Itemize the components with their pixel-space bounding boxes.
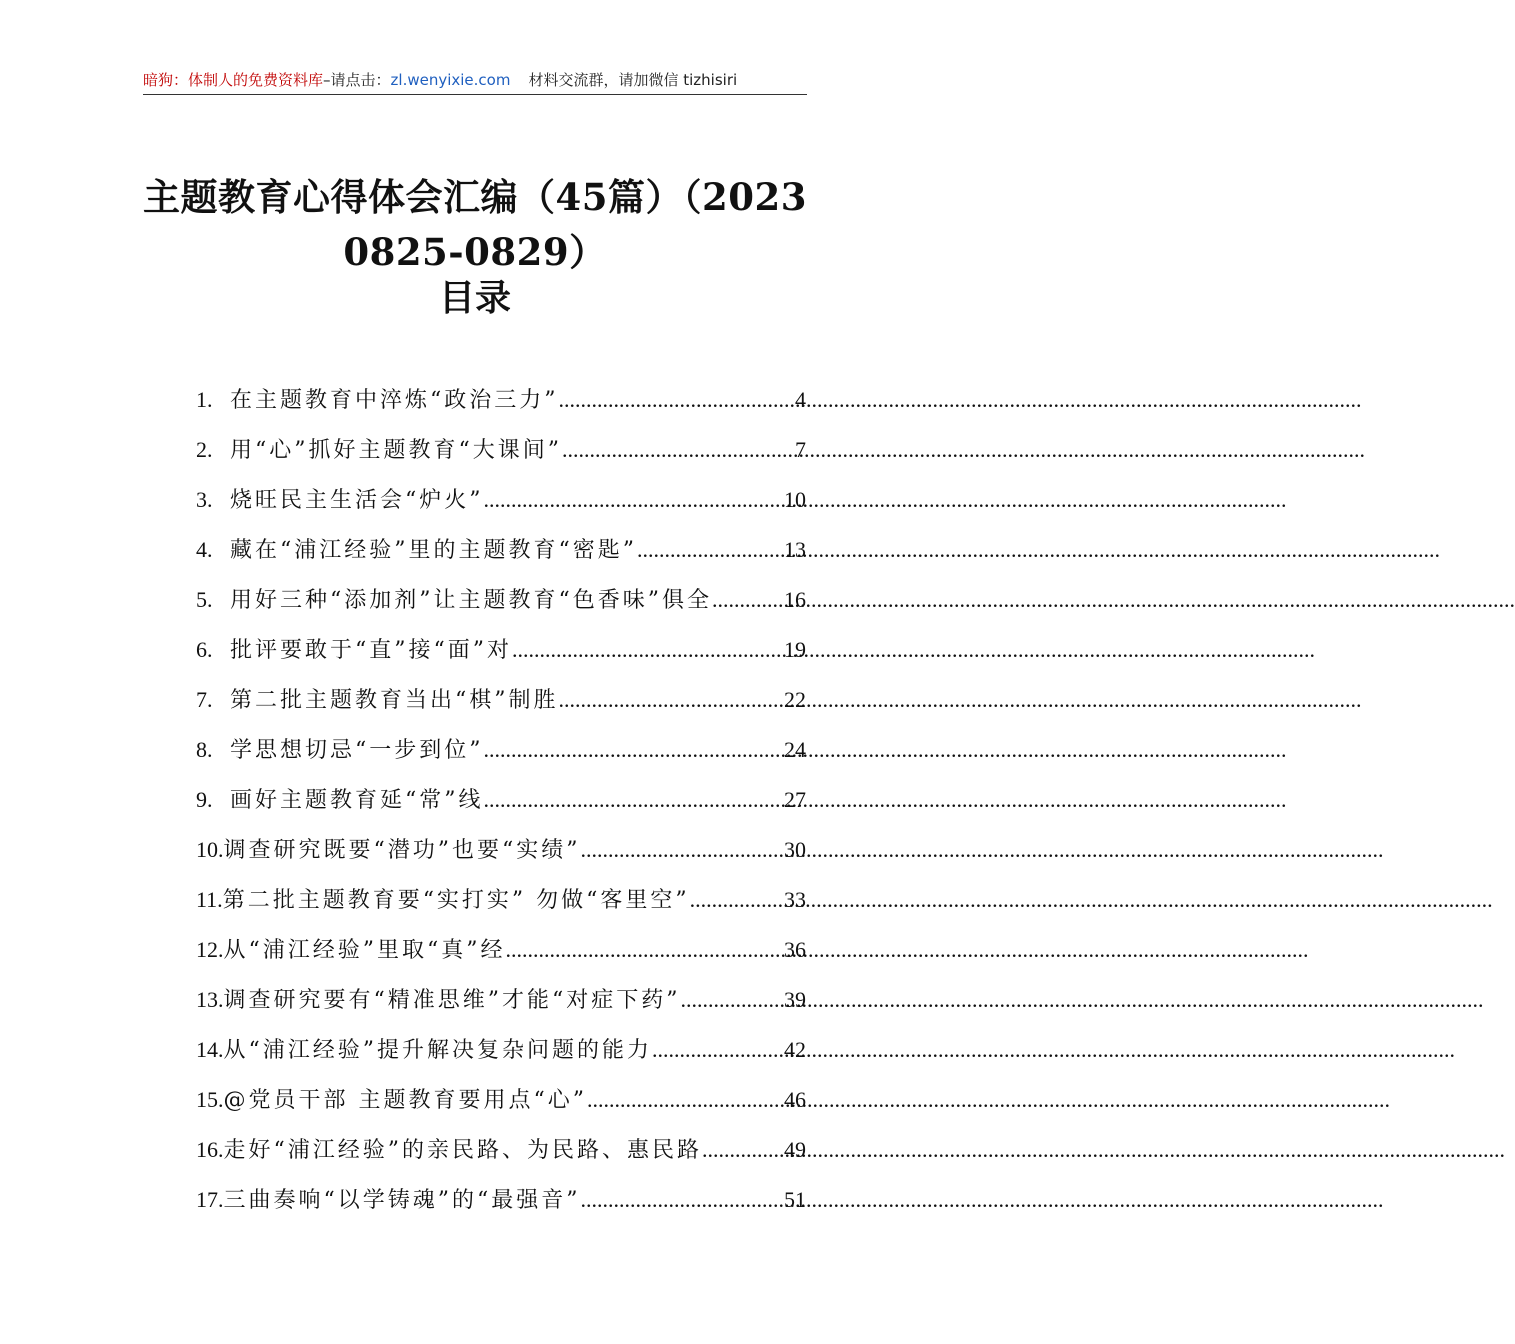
toc-entry[interactable] bbox=[196, 1130, 806, 1180]
toc-entry-number: 1. bbox=[196, 387, 213, 412]
toc-entry-page: 42 bbox=[784, 1037, 806, 1062]
toc-entry[interactable] bbox=[196, 380, 806, 430]
toc-entry-title: @党员干部 主题教育要用点“心” bbox=[223, 1088, 587, 1113]
toc-entry-leader bbox=[559, 380, 796, 420]
toc-entry-title: 第二批主题教育当出“棋”制胜 bbox=[230, 688, 559, 713]
toc-entry-number: 16. bbox=[196, 1137, 224, 1162]
toc-entry[interactable] bbox=[196, 980, 806, 1030]
toc-entry[interactable] bbox=[196, 730, 806, 780]
toc-entry-page: 36 bbox=[784, 937, 806, 962]
toc-entry-number: 4. bbox=[196, 537, 213, 562]
toc-entry[interactable] bbox=[196, 1180, 806, 1230]
toc-entry[interactable] bbox=[196, 530, 806, 580]
toc-entry-page: 46 bbox=[784, 1087, 806, 1112]
toc-entry-number: 8. bbox=[196, 737, 213, 762]
toc-entry-leader bbox=[702, 1130, 784, 1170]
toc-entry-page: 10 bbox=[784, 487, 806, 512]
toc-entry-title: 从“浦江经验”里取“真”经 bbox=[223, 938, 506, 963]
toc-entry-leader bbox=[506, 930, 785, 970]
toc-entry-number: 6. bbox=[196, 637, 213, 662]
toc-entry-number: 9. bbox=[196, 787, 213, 812]
toc-entry[interactable] bbox=[196, 430, 806, 480]
toc-entry-page: 19 bbox=[784, 637, 806, 662]
document-title: 主题教育心得体会汇编（45篇）（20230825-0829） bbox=[143, 175, 807, 274]
toc-entry-leader bbox=[512, 630, 784, 670]
toc-entry-page: 22 bbox=[784, 687, 806, 712]
header-brand: 暗狗：体制人的免费资料库 bbox=[143, 71, 324, 89]
header-contact: 材料交流群，请加微信 tizhisiri bbox=[528, 71, 738, 89]
toc-entry-title: 批评要敢于“直”接“面”对 bbox=[230, 638, 512, 663]
toc-entry[interactable] bbox=[196, 1080, 806, 1130]
toc-entry-page: 49 bbox=[784, 1137, 806, 1162]
toc-entry-leader bbox=[581, 830, 785, 870]
toc-entry-title: 调查研究要有“精准思维”才能“对症下药” bbox=[223, 988, 681, 1013]
header-link[interactable]: zl.wenyixie.com bbox=[390, 71, 511, 89]
toc-entry-leader bbox=[484, 480, 785, 520]
toc-entry-title: 在主题教育中淬炼“政治三力” bbox=[230, 388, 559, 413]
toc-entry-number: 7. bbox=[196, 687, 213, 712]
toc-entry-leader bbox=[562, 430, 795, 470]
toc-entry-page: 33 bbox=[784, 887, 806, 912]
toc-entry-title: 藏在“浦江经验”里的主题教育“密匙” bbox=[230, 538, 637, 563]
toc-entry-title: 用好三种“添加剂”让主题教育“色香味”俱全 bbox=[230, 588, 712, 613]
toc-entry-number: 12. bbox=[196, 937, 224, 962]
toc-entry[interactable] bbox=[196, 1030, 806, 1080]
toc-entry-leader bbox=[652, 1030, 784, 1070]
toc-entry[interactable] bbox=[196, 830, 806, 880]
toc-entry-leader bbox=[587, 1080, 784, 1120]
toc-entry-number: 2. bbox=[196, 437, 213, 462]
toc-entry-title: 画好主题教育延“常”线 bbox=[230, 788, 484, 813]
toc-entry-leader bbox=[690, 880, 784, 920]
toc-entry-leader bbox=[712, 580, 784, 620]
table-of-contents bbox=[196, 380, 806, 1230]
toc-entry-title: 调查研究既要“潜功”也要“实绩” bbox=[223, 838, 581, 863]
toc-entry[interactable] bbox=[196, 680, 806, 730]
toc-entry-page: 27 bbox=[784, 787, 806, 812]
toc-entry-number: 3. bbox=[196, 487, 213, 512]
toc-entry[interactable] bbox=[196, 880, 806, 930]
toc-entry[interactable] bbox=[196, 780, 806, 830]
toc-entry-page: 51 bbox=[784, 1187, 806, 1212]
toc-entry-title: 第二批主题教育要“实打实” 勿做“客里空” bbox=[222, 888, 690, 913]
toc-entry-page: 24 bbox=[784, 737, 806, 762]
toc-entry-title: 从“浦江经验”提升解决复杂问题的能力 bbox=[223, 1038, 652, 1063]
toc-entry-title: 学思想切忌“一步到位” bbox=[230, 738, 484, 763]
toc-entry-leader bbox=[581, 1180, 785, 1220]
toc-entry[interactable] bbox=[196, 480, 806, 530]
toc-entry-title: 三曲奏响“以学铸魂”的“最强音” bbox=[223, 1188, 581, 1213]
toc-entry-number: 17. bbox=[196, 1187, 224, 1212]
page-header bbox=[143, 70, 807, 95]
toc-entry-page: 7 bbox=[795, 437, 806, 462]
header-link-prefix: –请点击： bbox=[323, 71, 391, 89]
toc-entry-title: 用“心”抓好主题教育“大课间” bbox=[230, 438, 562, 463]
toc-entry-title: 烧旺民主生活会“炉火” bbox=[230, 488, 484, 513]
toc-entry-number: 15. bbox=[196, 1087, 224, 1112]
toc-entry-leader bbox=[484, 780, 785, 820]
toc-entry-page: 39 bbox=[784, 987, 806, 1012]
toc-entry-number: 10. bbox=[196, 837, 224, 862]
toc-entry-number: 13. bbox=[196, 987, 224, 1012]
toc-heading: 目录 bbox=[438, 277, 511, 319]
toc-entry[interactable] bbox=[196, 630, 806, 680]
toc-entry-leader bbox=[681, 980, 785, 1020]
toc-entry-title: 走好“浦江经验”的亲民路、为民路、惠民路 bbox=[223, 1138, 702, 1163]
toc-entry-page: 4 bbox=[795, 387, 806, 412]
toc-entry-page: 13 bbox=[784, 537, 806, 562]
toc-entry-leader bbox=[484, 730, 785, 770]
toc-entry-number: 11. bbox=[196, 887, 223, 912]
toc-entry-page: 16 bbox=[784, 587, 806, 612]
toc-entry-number: 14. bbox=[196, 1037, 224, 1062]
toc-entry-number: 5. bbox=[196, 587, 213, 612]
toc-entry-leader bbox=[637, 530, 784, 570]
toc-entry-leader bbox=[559, 680, 785, 720]
toc-entry-page: 30 bbox=[784, 837, 806, 862]
toc-entry[interactable] bbox=[196, 930, 806, 980]
toc-entry[interactable] bbox=[196, 580, 806, 630]
